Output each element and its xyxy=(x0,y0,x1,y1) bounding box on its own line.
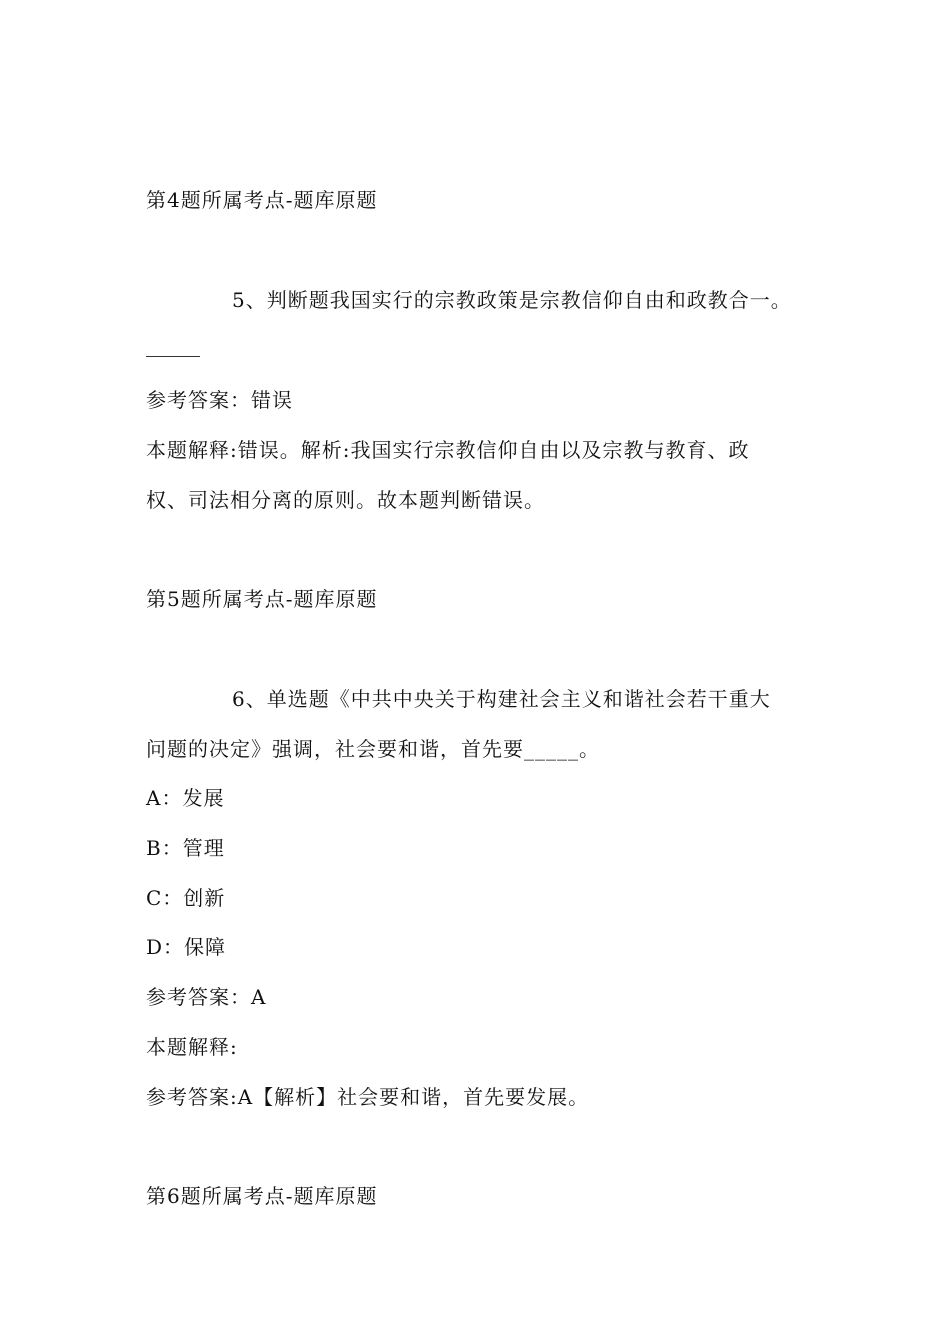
q5-answer: 参考答案：错误 xyxy=(146,388,293,412)
q6-option-d: D：保障 xyxy=(146,935,227,959)
q5-topic: 第5题所属考点-题库原题 xyxy=(146,587,378,611)
q6-option-c: C：创新 xyxy=(146,886,226,910)
q6-question-line2: 问题的决定》强调，社会要和谐，首先要_____。 xyxy=(146,737,600,761)
q6-question-line1: 6、单选题《中共中央关于构建社会主义和谐社会若干重大 xyxy=(232,687,771,711)
q6-explanation: 参考答案:A【解析】社会要和谐，首先要发展。 xyxy=(146,1085,590,1109)
q5-explanation-line1: 本题解释:错误。解析:我国实行宗教信仰自由以及宗教与教育、政 xyxy=(146,438,750,462)
q6-explanation-label: 本题解释: xyxy=(146,1035,238,1059)
q5-question: 5、判断题我国实行的宗教政策是宗教信仰自由和政教合一。 xyxy=(232,288,792,312)
q6-option-b: B：管理 xyxy=(146,836,225,860)
q5-answer-blank xyxy=(146,356,200,357)
q5-explanation-line2: 权、司法相分离的原则。故本题判断错误。 xyxy=(146,488,545,512)
q6-answer: 参考答案：A xyxy=(146,985,267,1009)
q4-topic: 第4题所属考点-题库原题 xyxy=(146,188,378,212)
q6-topic: 第6题所属考点-题库原题 xyxy=(146,1184,378,1208)
q6-option-a: A：发展 xyxy=(146,786,225,810)
